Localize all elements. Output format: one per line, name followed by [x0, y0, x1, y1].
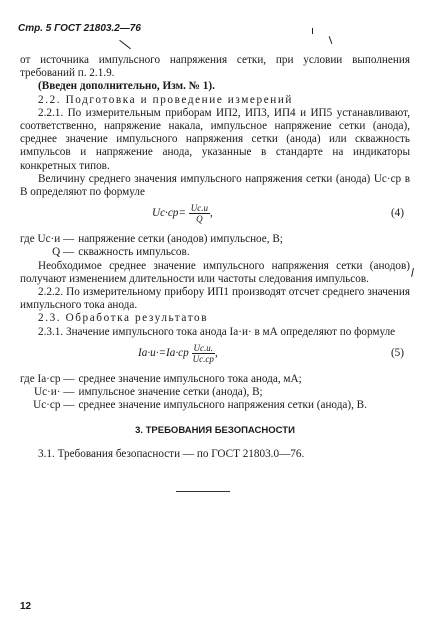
subsection-heading: 2.3. Обработка результатов	[38, 312, 209, 325]
paragraph: 2.2.2. По измерительному прибору ИП1 производят отсчет среднего значения импульсного тока анода.	[20, 286, 410, 312]
paragraph: от источника импульсного напряжения сетки, при условии выполнения требований п. 2.1.9.	[20, 54, 410, 80]
definition-term: где Iа·ср —	[20, 372, 75, 385]
fraction-numerator: Uс.и	[190, 203, 208, 214]
definition-text: скважность импульсов.	[78, 246, 190, 259]
scan-mark	[119, 40, 131, 50]
definition-text: импульсное значение сетки (анода), В;	[78, 386, 263, 399]
document-body	[20, 54, 410, 461]
paragraph: 3.1. Требования безопасности — по ГОСТ 21803.0—76.	[38, 447, 305, 460]
definition-term: Q —	[52, 246, 75, 259]
page-number: 12	[20, 601, 32, 612]
paragraph: 2.2.1. По измерительным приборам ИП2, ИП3, ИП4 и ИП5 устанавливают, соответственно, напряжение накала, импульсное напряжение сетки (анода), среднее значение импульсного напряжения сетки (анода) или скважность импульсов и напряжение анода, указанные в стандарте на индикаторы конкретных типов.	[20, 106, 410, 172]
scan-mark	[312, 28, 313, 34]
formula-4	[20, 199, 410, 233]
definitions-list	[20, 233, 410, 259]
definition-text: напряжение сетки (анодов) импульсное, В;	[78, 233, 283, 246]
paragraph: Величину среднего значения импульсного напряжения сетки (анода) Uс·ср в В определяют по формуле	[20, 172, 410, 199]
formula-5	[20, 339, 410, 373]
formula-tail: ,	[215, 346, 218, 359]
amendment-note: (Введен дополнительно, Изм. № 1).	[38, 80, 215, 93]
paragraph: Необходимое среднее значение импульсного напряжения сетки (анодов) получают изменением длительности или частоты следования импульсов.	[20, 259, 410, 285]
fraction	[189, 203, 210, 224]
page-header: Стр. 5 ГОСТ 21803.2—76	[18, 23, 141, 34]
formula-number: (4)	[390, 207, 404, 220]
fraction-numerator: Uс.и.	[193, 342, 214, 353]
definitions-list	[20, 373, 410, 413]
definition-term: где Uс·и —	[20, 233, 75, 246]
scan-mark	[411, 268, 414, 277]
formula-lhs: Iа·и·=Iа·ср	[138, 346, 189, 359]
formula-lhs: Uс·ср=	[152, 207, 186, 220]
divider-line	[176, 491, 230, 492]
fraction-denominator: Q	[196, 214, 203, 225]
formula-number: (5)	[390, 346, 404, 359]
definition-term: Uс·и· —	[33, 386, 75, 399]
subsection-heading: 2.2. Подготовка и проведение измерений	[38, 93, 294, 106]
definition-text: среднее значение импульсного напряжения сетки (анода), В.	[78, 399, 367, 412]
paragraph: 2.3.1. Значение импульсного тока анода Iа·и· в мА определяют по формуле	[38, 325, 396, 338]
section-title: 3. ТРЕБОВАНИЯ БЕЗОПАСНОСТИ	[135, 425, 295, 437]
definition-term: Uс·ср —	[33, 399, 75, 412]
scan-mark	[329, 36, 333, 44]
fraction-denominator: Uс.ср	[192, 353, 214, 364]
definition-text: среднее значение импульсного тока анода, мА;	[78, 372, 302, 385]
fraction	[192, 343, 216, 364]
formula-tail: ,	[210, 207, 213, 220]
